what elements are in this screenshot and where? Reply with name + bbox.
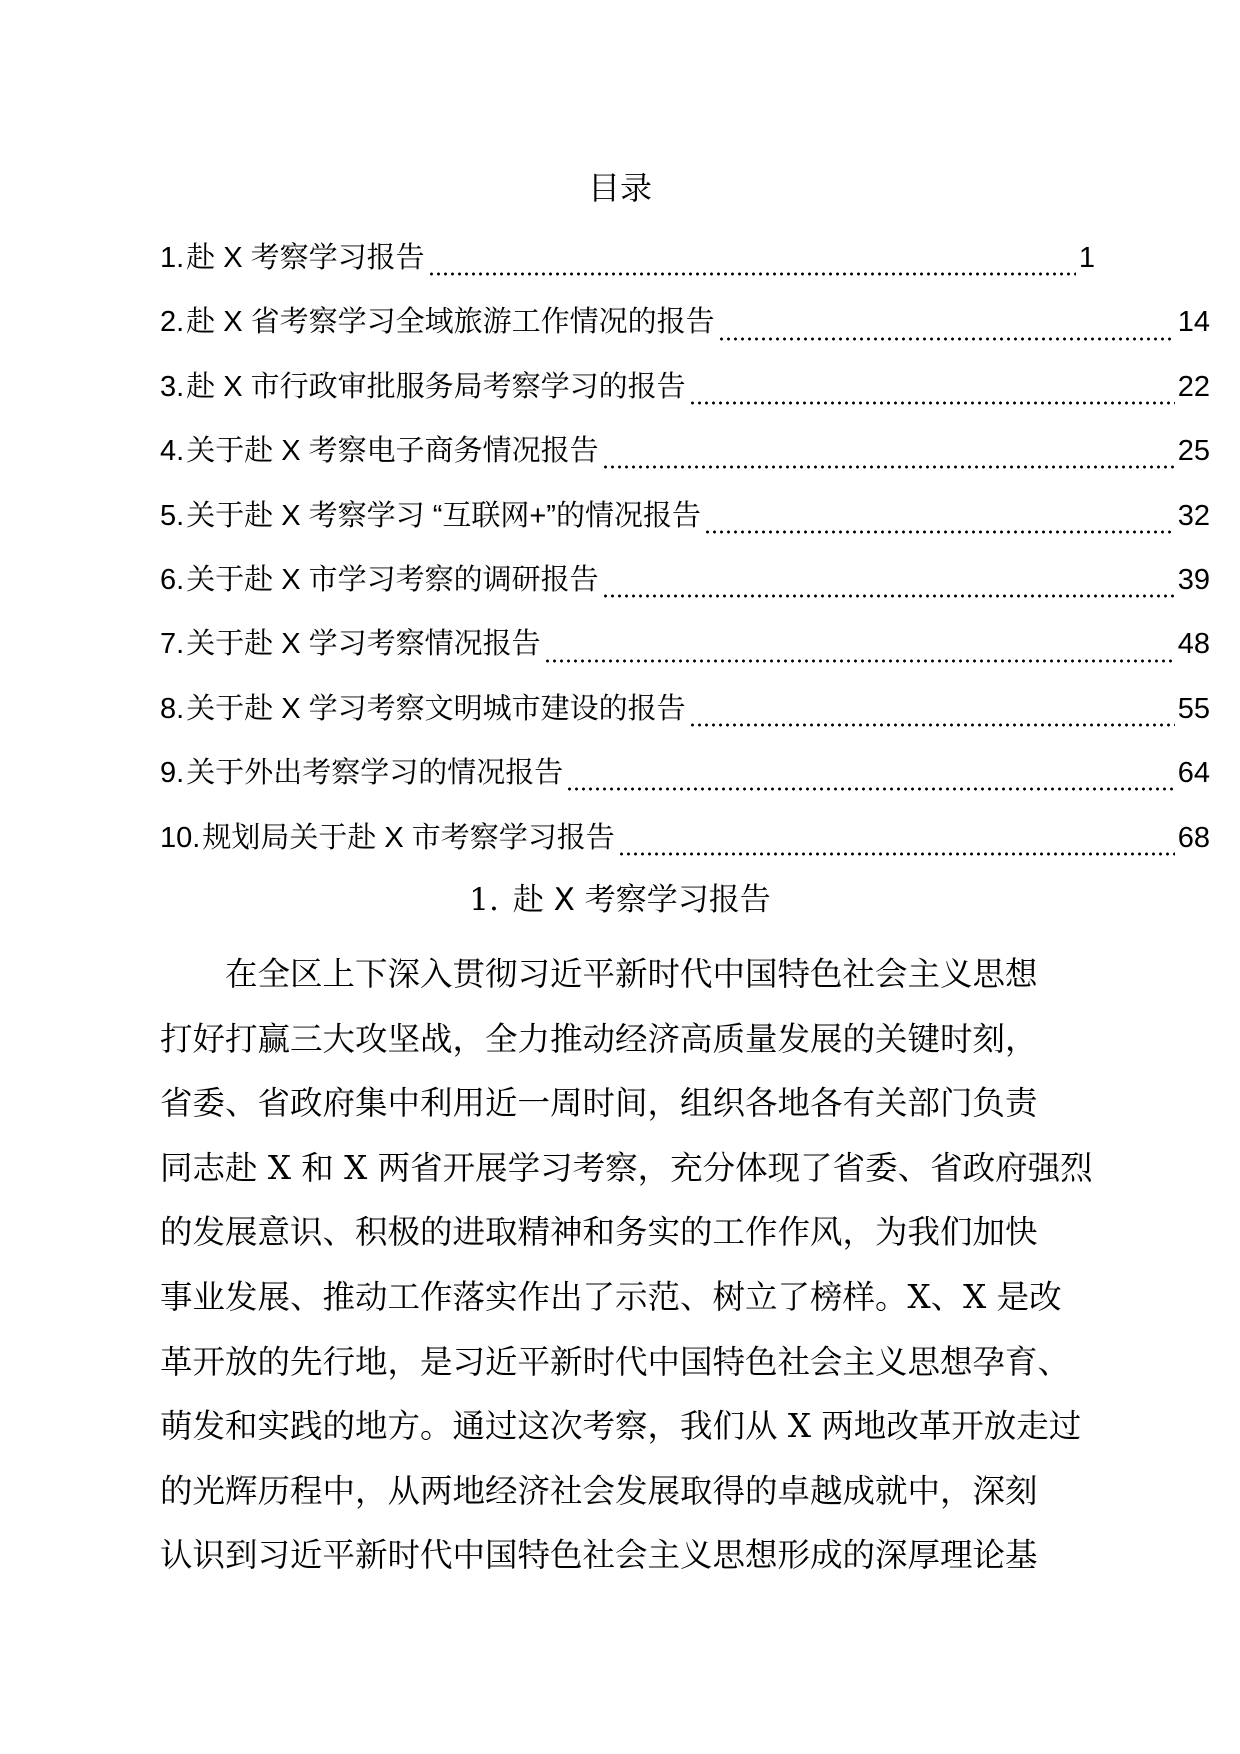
toc-dot-leader [544,651,1175,663]
toc-entry-number: 9. [160,757,185,790]
toc-entry-number: 7. [160,628,185,661]
paragraph-line: 事业发展、推动工作落实作出了示范、树立了榜样。X、X 是改 [160,1277,1062,1316]
body-paragraph [160,942,1120,1588]
paragraph-line: 打好打赢三大攻坚战，全力推动经济高质量发展的关键时刻， [160,1019,1038,1058]
toc-dot-leader [602,457,1175,469]
toc-entry[interactable] [160,431,1210,495]
toc-entry-page: 32 [1177,499,1210,532]
table-of-contents [160,238,1210,882]
toc-entry-number: 10. [160,821,201,854]
toc-entry-number: 8. [160,692,185,725]
toc-entry-title: 赴 X 省考察学习全域旅游工作情况的报告 [186,306,715,339]
toc-entry-page: 55 [1177,692,1210,725]
toc-entry-page: 64 [1177,757,1210,790]
toc-entry-title: 关于赴 X 考察学习 “互联网+”的情况报告 [186,499,701,532]
toc-entry-number: 6. [160,563,185,596]
toc-entry-title: 关于外出考察学习的情况报告 [186,757,564,790]
paragraph-line: 革开放的先行地，是习近平新时代中国特色社会主义思想孕育、 [160,1342,1071,1381]
paragraph-line: 萌发和实践的地方。通过这次考察，我们从 X 两地改革开放走过 [160,1407,1082,1446]
toc-dot-leader [689,715,1175,727]
toc-dot-leader [566,779,1175,791]
paragraph-line: 认识到习近平新时代中国特色社会主义思想形成的深厚理论基 [160,1536,1038,1575]
paragraph-line: 的光辉历程中，从两地经济社会发展取得的卓越成就中，深刻 [160,1471,1038,1510]
toc-entry-page: 68 [1177,821,1210,854]
toc-entry-number: 2. [160,306,185,339]
toc-entry-title: 关于赴 X 考察电子商务情况报告 [186,435,599,468]
toc-dot-leader [689,393,1175,405]
toc-entry-page: 25 [1177,435,1210,468]
toc-entry[interactable] [160,560,1210,624]
toc-dot-leader [704,522,1175,534]
toc-entry-title: 赴 X 考察学习报告 [186,242,425,274]
toc-entry[interactable] [160,302,1210,366]
toc-entry-number: 3. [160,370,185,403]
paragraph-line: 的发展意识、积极的进取精神和务实的工作作风，为我们加快 [160,1213,1038,1252]
toc-entry-number: 1. [160,242,185,274]
toc-title: 目录 [587,169,652,207]
toc-entry-number: 4. [160,435,185,468]
toc-entry-title: 关于赴 X 学习考察文明城市建设的报告 [186,692,686,725]
toc-entry-page: 14 [1177,306,1210,339]
toc-entry-page: 22 [1177,370,1210,403]
toc-entry-title: 关于赴 X 学习考察情况报告 [186,628,541,661]
toc-entry-title: 规划局关于赴 X 市考察学习报告 [202,821,615,854]
toc-entry[interactable] [160,753,1210,817]
toc-entry-number: 5. [160,499,185,532]
toc-entry-page: 48 [1177,628,1210,661]
paragraph-line: 同志赴 X 和 X 两省开展学习考察，充分体现了省委、省政府强烈 [160,1148,1093,1187]
section-title: 赴 X 考察学习报告 [512,882,771,918]
toc-dot-leader [618,844,1175,856]
paragraph-line: 在全区上下深入贯彻习近平新时代中国特色社会主义思想 [160,955,1038,993]
section-heading [0,880,1240,920]
toc-entry[interactable] [160,238,1095,302]
toc-entry-title: 关于赴 X 市学习考察的调研报告 [186,563,599,596]
toc-dot-leader [602,586,1175,598]
toc-entry-page: 1 [1078,242,1095,274]
toc-entry[interactable] [160,367,1210,431]
toc-entry[interactable] [160,818,1210,882]
toc-entry[interactable] [160,689,1210,753]
toc-entry-page: 39 [1177,563,1210,596]
section-number: 1. [469,882,499,918]
toc-entry-title: 赴 X 市行政审批服务局考察学习的报告 [186,370,686,403]
toc-dot-leader [718,329,1175,341]
paragraph-line: 省委、省政府集中利用近一周时间，组织各地各有关部门负责 [160,1084,1038,1123]
toc-entry[interactable] [160,496,1210,560]
toc-dot-leader [428,264,1076,276]
toc-entry[interactable] [160,624,1210,688]
